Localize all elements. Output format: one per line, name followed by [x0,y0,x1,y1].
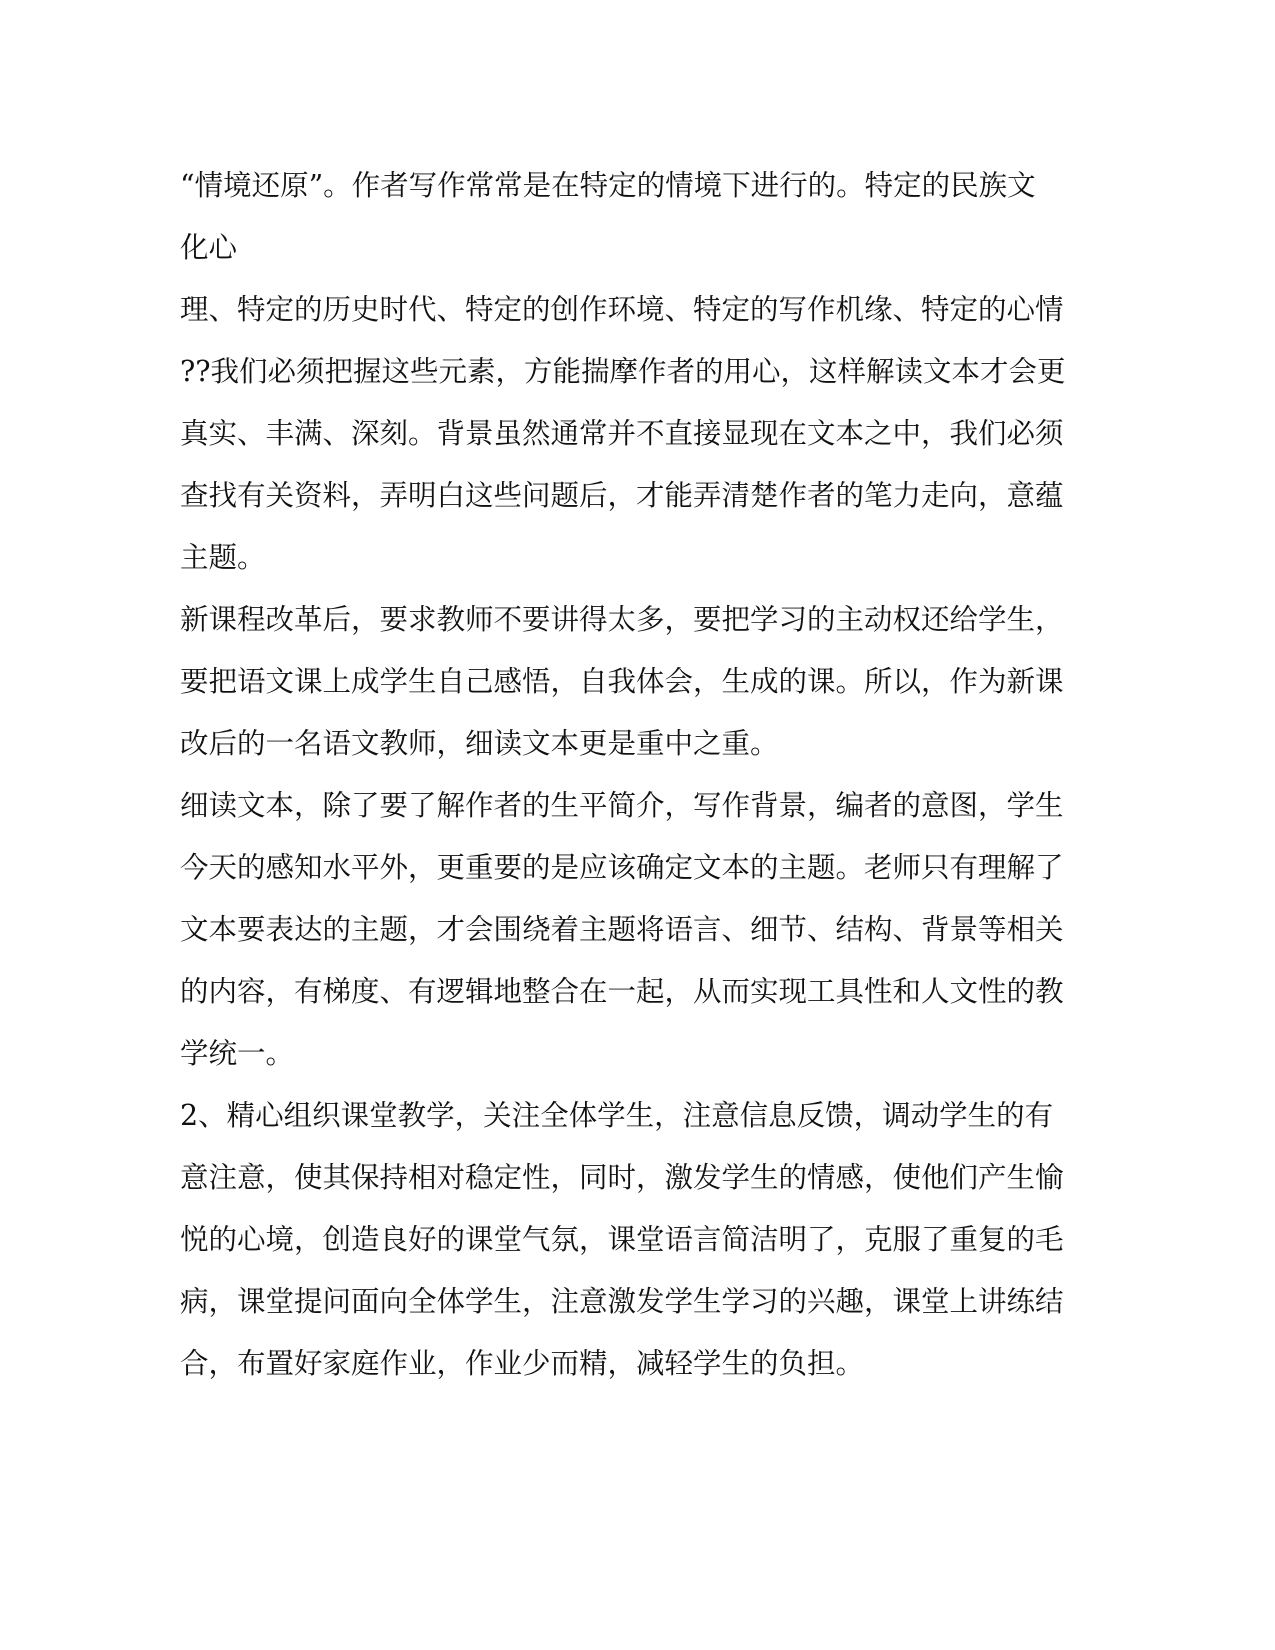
text-line: 查找有关资料，弄明白这些问题后，才能弄清楚作者的笔力走向，意蕴 [180,479,1064,512]
text-line: 新课程改革后，要求教师不要讲得太多，要把学习的主动权还给学生， [180,603,1064,636]
text-line: 真实、丰满、深刻。背景虽然通常并不直接显现在文本之中，我们必须 [180,417,1064,450]
text-line: 化心 [180,231,238,264]
text-line: 2、精心组织课堂教学，关注全体学生，注意信息反馈，调动学生的有 [180,1099,1054,1132]
text-line: 病，课堂提问面向全体学生，注意激发学生学习的兴趣，课堂上讲练结 [180,1285,1064,1318]
text-line: 悦的心境，创造良好的课堂气氛，课堂语言简洁明了，克服了重复的毛 [180,1223,1064,1256]
text-line: 细读文本，除了要了解作者的生平简介，写作背景，编者的意图，学生 [180,789,1064,822]
text-line: ??我们必须把握这些元素，方能揣摩作者的用心，这样解读文本才会更 [180,355,1066,388]
text-line: 改后的一名语文教师，细读文本更是重中之重。 [180,727,779,760]
text-line: 理、特定的历史时代、特定的创作环境、特定的写作机缘、特定的心情 [180,293,1064,326]
text-line: “情境还原”。作者写作常常是在特定的情境下进行的。特定的民族文 [180,169,1036,202]
text-line: 主题。 [180,541,266,574]
text-line: 文本要表达的主题，才会围绕着主题将语言、细节、结构、背景等相关 [180,913,1064,946]
text-line: 合，布置好家庭作业，作业少而精，减轻学生的负担。 [180,1347,865,1380]
text-line: 学统一。 [180,1037,295,1070]
text-line: 要把语文课上成学生自己感悟，自我体会，生成的课。所以，作为新课 [180,665,1064,698]
text-line: 意注意，使其保持相对稳定性，同时，激发学生的情感，使他们产生愉 [180,1161,1064,1194]
text-line: 今天的感知水平外，更重要的是应该确定文本的主题。老师只有理解了 [180,851,1064,884]
text-line: 的内容，有梯度、有逻辑地整合在一起，从而实现工具性和人文性的教 [180,975,1064,1008]
